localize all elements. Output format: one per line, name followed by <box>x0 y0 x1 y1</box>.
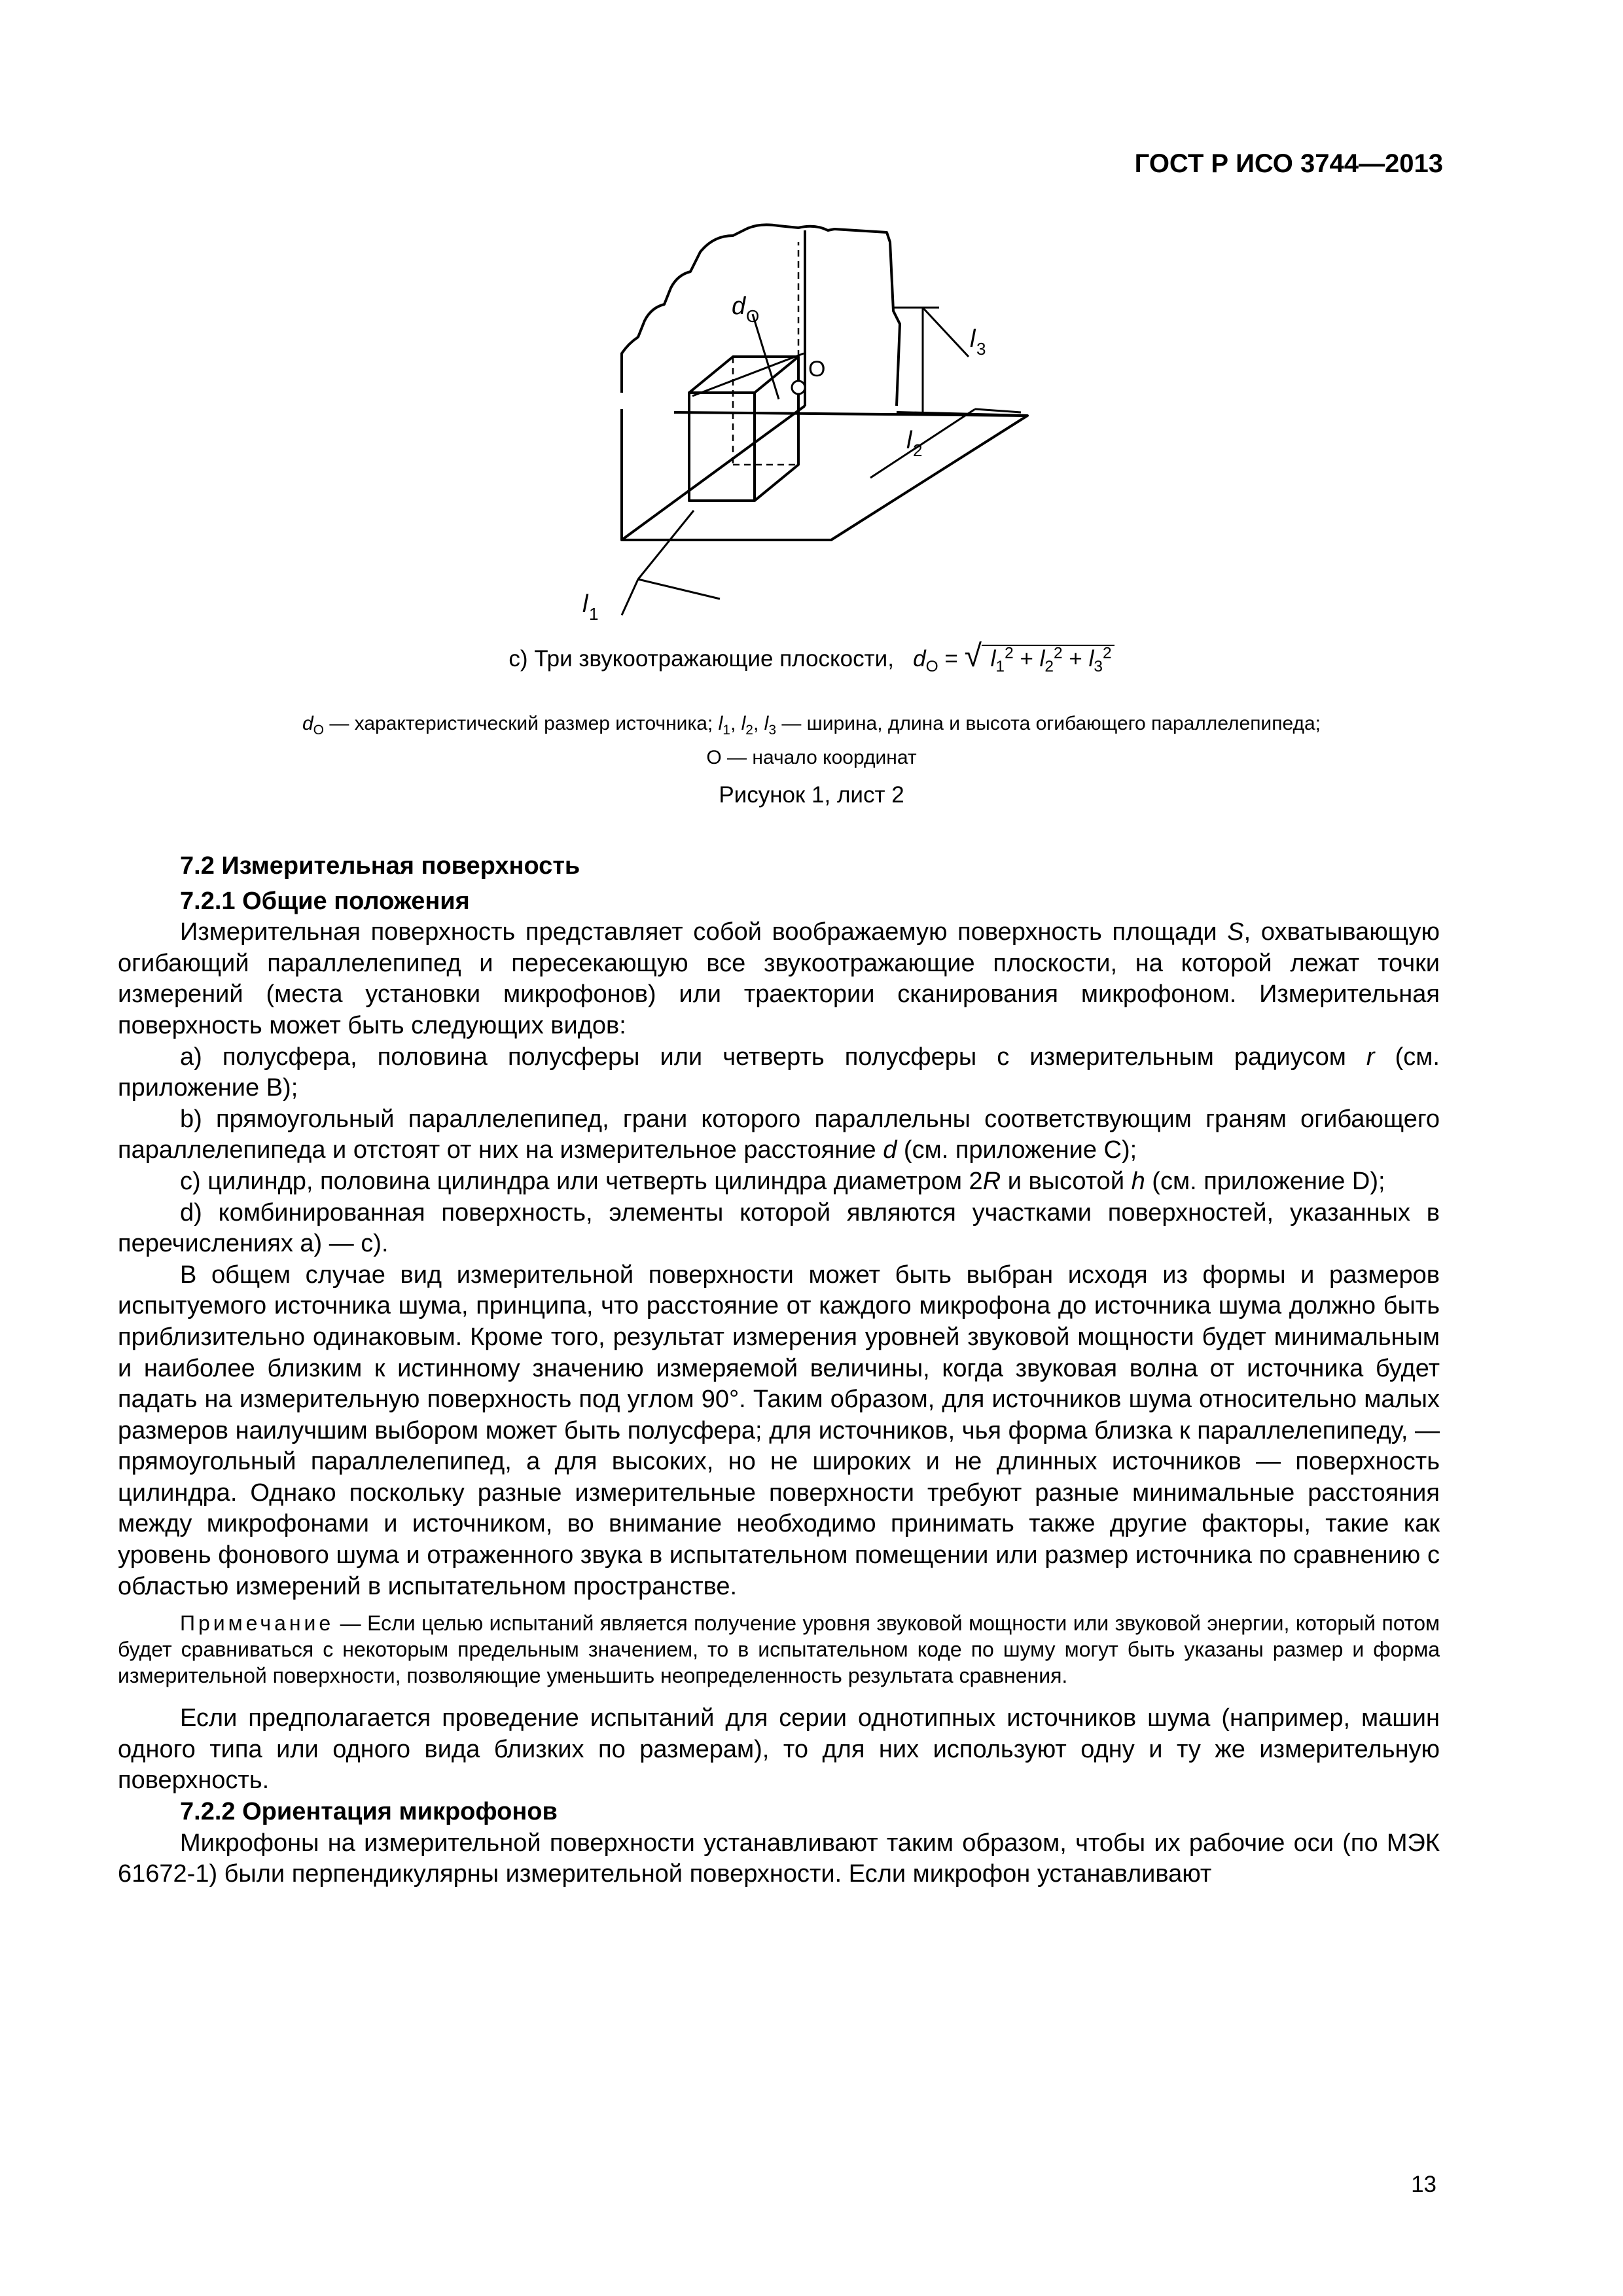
paragraph: Если предполагается проведение испытаний для серии однотипных источников шума (например, машин одного типа или одного вида близких по размерам), то для них используют одну и ту же измерительную поверхность. <box>118 1704 1440 1795</box>
figure-legend: $d_O$ — характеристический размер источника; $l_1$, $l_2$, $l_3$ — ширина, длина и высота огибающего параллелепипеда; O — начало координат <box>302 713 1321 768</box>
heading-7-2: 7.2 Измерительная поверхность <box>180 852 580 880</box>
page-number: 13 <box>1411 2172 1436 2197</box>
figure-title: Рисунок 1, лист 2 <box>719 782 904 808</box>
figure-diagram <box>524 216 1113 635</box>
label-d: d <box>732 293 746 320</box>
floor-outline <box>622 409 1027 540</box>
label-l1-sub: 1 <box>589 604 599 624</box>
label-origin: O <box>808 357 826 382</box>
paragraph: Измерительная поверхность представляет собой воображаемую поверхность площади S, охватывающую огибающий параллелепипед и пересекающую все звукоотражающие плоскости, на которой лежат точки измерений (места установки микрофонов) или траектории сканирования микрофоном. Измерительная поверхность может быть следующих видов: <box>118 918 1440 1039</box>
list-item-d: d) комбинированная поверхность, элементы которой являются участками поверхностей, указанных в перечислениях a) — c). <box>118 1198 1440 1258</box>
main-text <box>118 851 1440 1890</box>
heading-7-2-1: 7.2.1 Общие положения <box>180 887 470 915</box>
wall-outline <box>622 224 900 406</box>
list-item-b: b) прямоугольный параллелепипед, грани которого параллельны соответствующим граням огибающего параллелепипеда и отстоят от них на измерительное расстояние d (см. приложение С); <box>118 1105 1440 1164</box>
origin-mark <box>792 381 805 394</box>
figure-subcaption: c) Три звукоотражающие плоскости, $d_O$ = √ $l_1^2 + l_2^2 + l_3^2$ <box>0 638 1623 676</box>
floor-divider <box>622 406 805 540</box>
label-l3: l <box>970 325 976 353</box>
paragraph: В общем случае вид измерительной поверхности может быть выбран исходя из формы и размеров испытуемого источника шума, принципа, что расстояние от каждого микрофона до источника шума должно быть приблизительно одинаковым. Кроме того, результат измерения уровней звуковой мощности будет минимальным и наиболее близким к истинному значению измеряемой величины, когда звуковая волна от источника будет падать на измерительную поверхность под углом 90°. Таким образом, для источников шума относительно малых размеров наилучшим выбором может быть полусфера; для источников, чья форма близка к параллелепипеду, — прямоугольный параллелепипед, а для высоких, но не широких и не длинных источников — поверхность цилиндра. Однако поскольку разные измерительные поверхности требуют разные минимальные расстояния между микрофонами и источником, во внимание необходимо принимать также другие факторы, такие как уровень фонового шума и отраженного звука в испытательном помещении или размер источника по сравнению с областью измерений в испытательном пространстве. <box>118 1261 1440 1600</box>
document-header: ГОСТ Р ИСО 3744—2013 <box>1134 149 1443 178</box>
list-item-c: c) цилиндр, половина цилиндра или четверть цилиндра диаметром 2R и высотой h (см. приложение D); <box>180 1167 1385 1195</box>
paragraph: Микрофоны на измерительной поверхности устанавливают таким образом, чтобы их рабочие оси (по МЭК 61672-1) были перпендикулярны измерительной поверхности. Если микрофон устанавливают <box>118 1829 1440 1888</box>
list-item-a: a) полусфера, половина полусферы или четверть полусферы с измерительным радиусом r (см. приложение В); <box>118 1043 1440 1102</box>
box-side <box>755 357 798 501</box>
label-l2: l <box>906 427 912 454</box>
wall-base <box>674 412 1027 416</box>
label-d-sub: O <box>746 306 760 326</box>
label-l1: l <box>582 590 588 618</box>
note: Примечание — Если целью испытаний является получение уровня звуковой мощности или звуковой энергии, который потом будет сравниваться с некоторым предельным значением, то в испытательном коде по шуму могут быть указаны размер и форма измерительной поверхности, позволяющие уменьшить неопределенность результата сравнения. <box>118 1611 1440 1688</box>
heading-7-2-2: 7.2.2 Ориентация микрофонов <box>180 1798 558 1826</box>
label-l2-sub: 2 <box>913 440 923 460</box>
label-l3-sub: 3 <box>976 339 986 359</box>
